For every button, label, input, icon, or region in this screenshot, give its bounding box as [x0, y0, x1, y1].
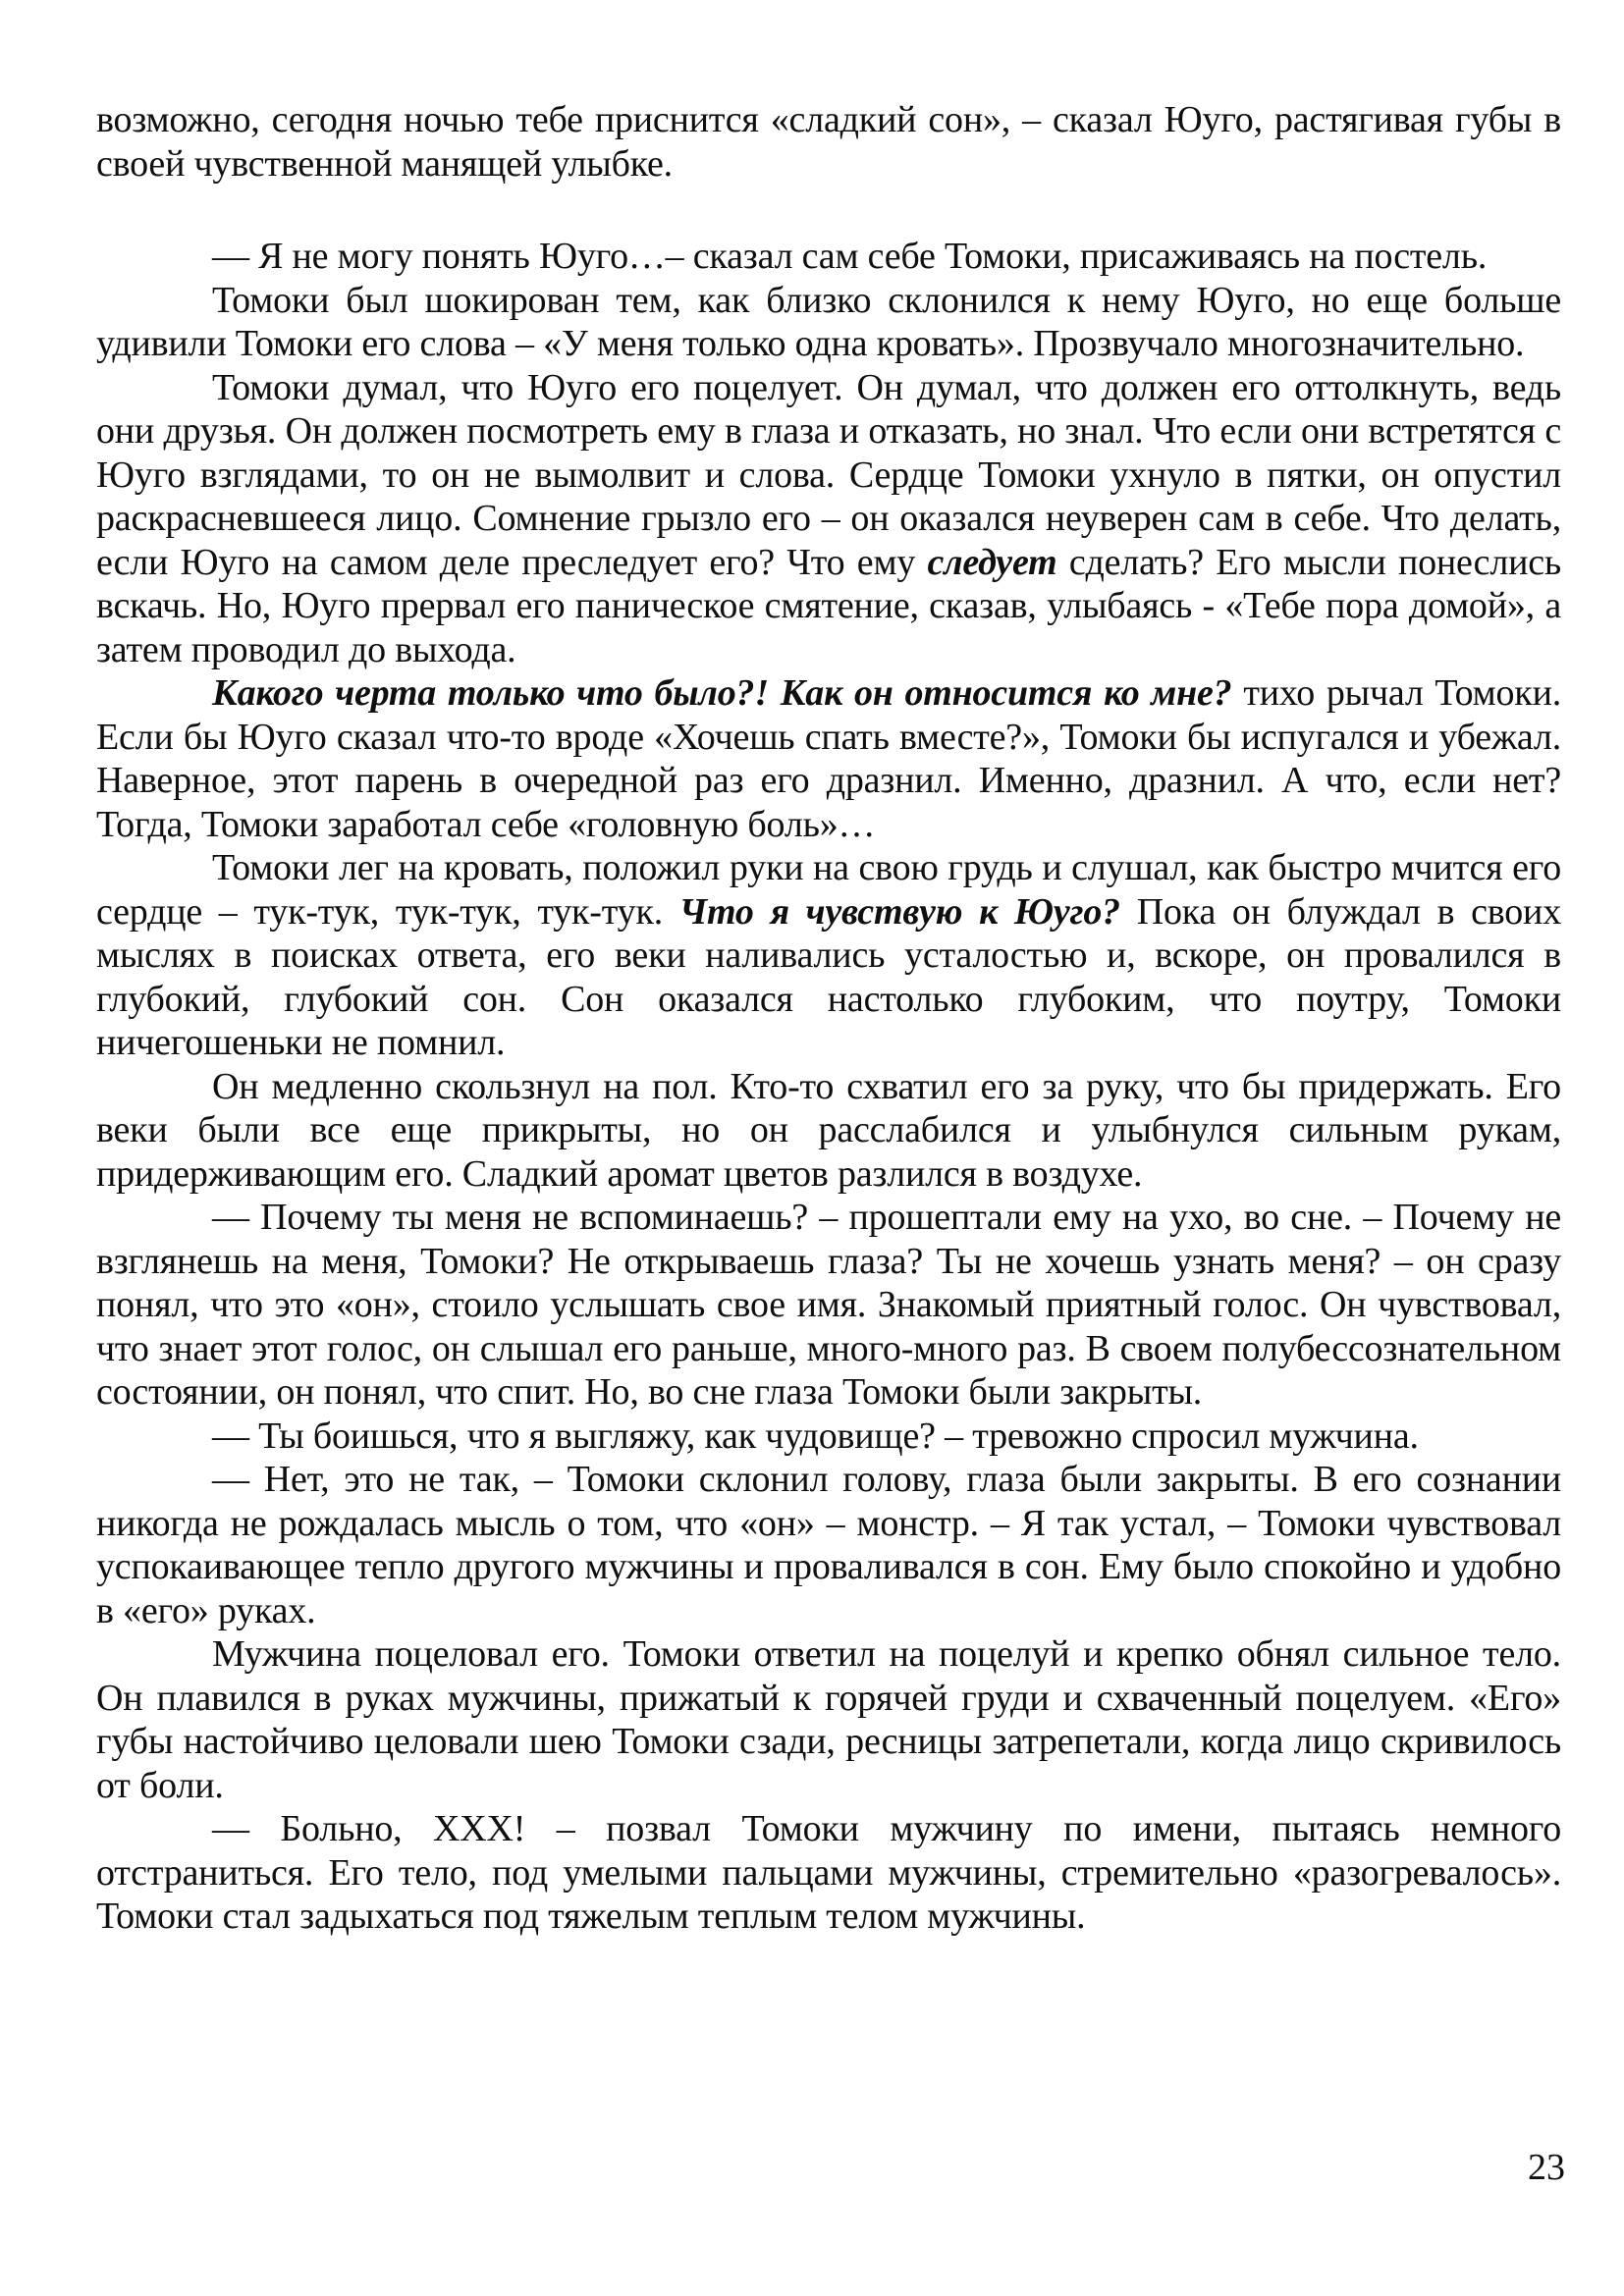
- text-run: Он медленно скользнул на пол. Кто-то схватил его за руку, что бы придержать. Его веки были все еще прикрыты, но он расслабился и улыбнулся сильным рукам, придерживающим его. Сладкий аромат цветов разлился в воздухе.: [96, 1065, 1561, 1195]
- text-run: Что я чувствую к Юуго?: [678, 890, 1120, 933]
- paragraph: [96, 235, 1561, 279]
- paragraph: [96, 846, 1561, 1065]
- text-run: тихо рычал Томоки. Если бы Юуго сказал что-то вроде «Хочешь спать вместе?», Томоки бы испугался и убежал. Наверное, этот парень в очередной раз его дразнил. Именно, дразнил. А что, если нет? Тогда, Томоки заработал себе «головную боль»…: [96, 672, 1561, 845]
- text-run: возможно, сегодня ночью тебе приснится «сладкий сон», – сказал Юуго, растягивая губы в своей чувственной манящей улыбке.: [96, 99, 1561, 185]
- paragraph: [96, 366, 1561, 672]
- text-run: — Ты боишься, что я выгляжу, как чудовище? – тревожно спросил мужчина.: [212, 1415, 1419, 1457]
- text-run: Пока он блуждал в своих мыслях в поисках ответа, его веки наливались усталостью и, вскоре, он провалился в глубокий, глубокий сон. Сон оказался настолько глубоким, что поутру, Томоки ничегошеньки не помнил.: [96, 890, 1561, 1063]
- text-run: сделать? Его мысли понеслись вскачь. Но, Юуго прервал его паническое смятение, сказав, улыбаясь - «Тебе пора домой», а затем проводил до выхода.: [96, 541, 1562, 670]
- text-run: — Я не могу понять Юуго…– сказал сам себе Томоки, присаживаясь на постель.: [212, 236, 1488, 277]
- paragraph: [96, 1065, 1561, 1197]
- paragraph: [96, 1196, 1561, 1415]
- text-run: — Почему ты меня не вспоминаешь? – прошептали ему на ухо, во сне. – Почему не взглянешь на меня, Томоки? Не открываешь глаза? Ты не хочешь узнать меня? – он сразу понял, что это «он», стоило услышать свое имя. Знакомый приятный голос. Он чувствовал, что знает этот голос, он слышал его раньше, много-много раз. В своем полубессознательном состоянии, он понял, что спит. Но, во сне глаза Томоки были закрыты.: [96, 1197, 1561, 1413]
- text-run: Томоки думал, что Юуго его поцелует. Он думал, что должен его оттолкнуть, ведь они друзья. Он должен посмотреть ему в глаза и отказать, но знал. Что если они встретятся с Юуго взглядами, то он не вымолвит и слова. Сердце Томоки ухнуло в пятки, он опустил раскрасневшееся лицо. Сомнение грызло его – он оказался неуверен сам в себе. Что делать, если Юуго на самом деле преследует его? Что ему: [96, 366, 1561, 583]
- text-run: Мужчина поцеловал его. Томоки ответил на поцелуй и крепко обнял сильное тело. Он плавился в руках мужчины, прижатый к горячей груди и схваченный поцелуем. «Его» губы настойчиво целовали шею Томоки сзади, ресницы затрепетали, когда лицо скривилось от боли.: [96, 1633, 1561, 1806]
- paragraph: [96, 1415, 1561, 1459]
- paragraph: [96, 98, 1561, 186]
- text-run: следует: [927, 541, 1057, 583]
- paragraph: [96, 279, 1561, 366]
- paragraph: [96, 1458, 1561, 1632]
- text-run: — Больно, XXX! – позвал Томоки мужчину по имени, пытаясь немного отстраниться. Его тело, под умелыми пальцами мужчины, стремительно «разогревалось». Томоки стал задыхаться под тяжелым теплым телом мужчины.: [96, 1808, 1561, 1937]
- paragraph: [96, 671, 1561, 846]
- text-run: Томоки был шокирован тем, как близко склонился к нему Юуго, но еще больше удивили Томоки его слова – «У меня только одна кровать». Прозвучало многозначительно.: [96, 279, 1561, 364]
- page-text: [96, 98, 1561, 1939]
- text-run: Какого черта только что было?! Как он относится ко мне?: [212, 672, 1232, 714]
- page-number: 23: [1528, 2147, 1565, 2188]
- text-run: — Нет, это не так, – Томоки склонил голову, глаза были закрыты. В его сознании никогда не рождалась мысль о том, что «он» – монстр. – Я так устал, – Томоки чувствовал успокаивающее тепло другого мужчины и проваливался в сон. Ему было спокойно и удобно в «его» руках.: [96, 1459, 1561, 1631]
- text-run: Томоки лег на кровать, положил руки на свою грудь и слушал, как быстро мчится его сердце – тук-тук, тук-тук, тук-тук.: [96, 847, 1561, 933]
- paragraph: [96, 1632, 1561, 1807]
- paragraph: [96, 1807, 1561, 1939]
